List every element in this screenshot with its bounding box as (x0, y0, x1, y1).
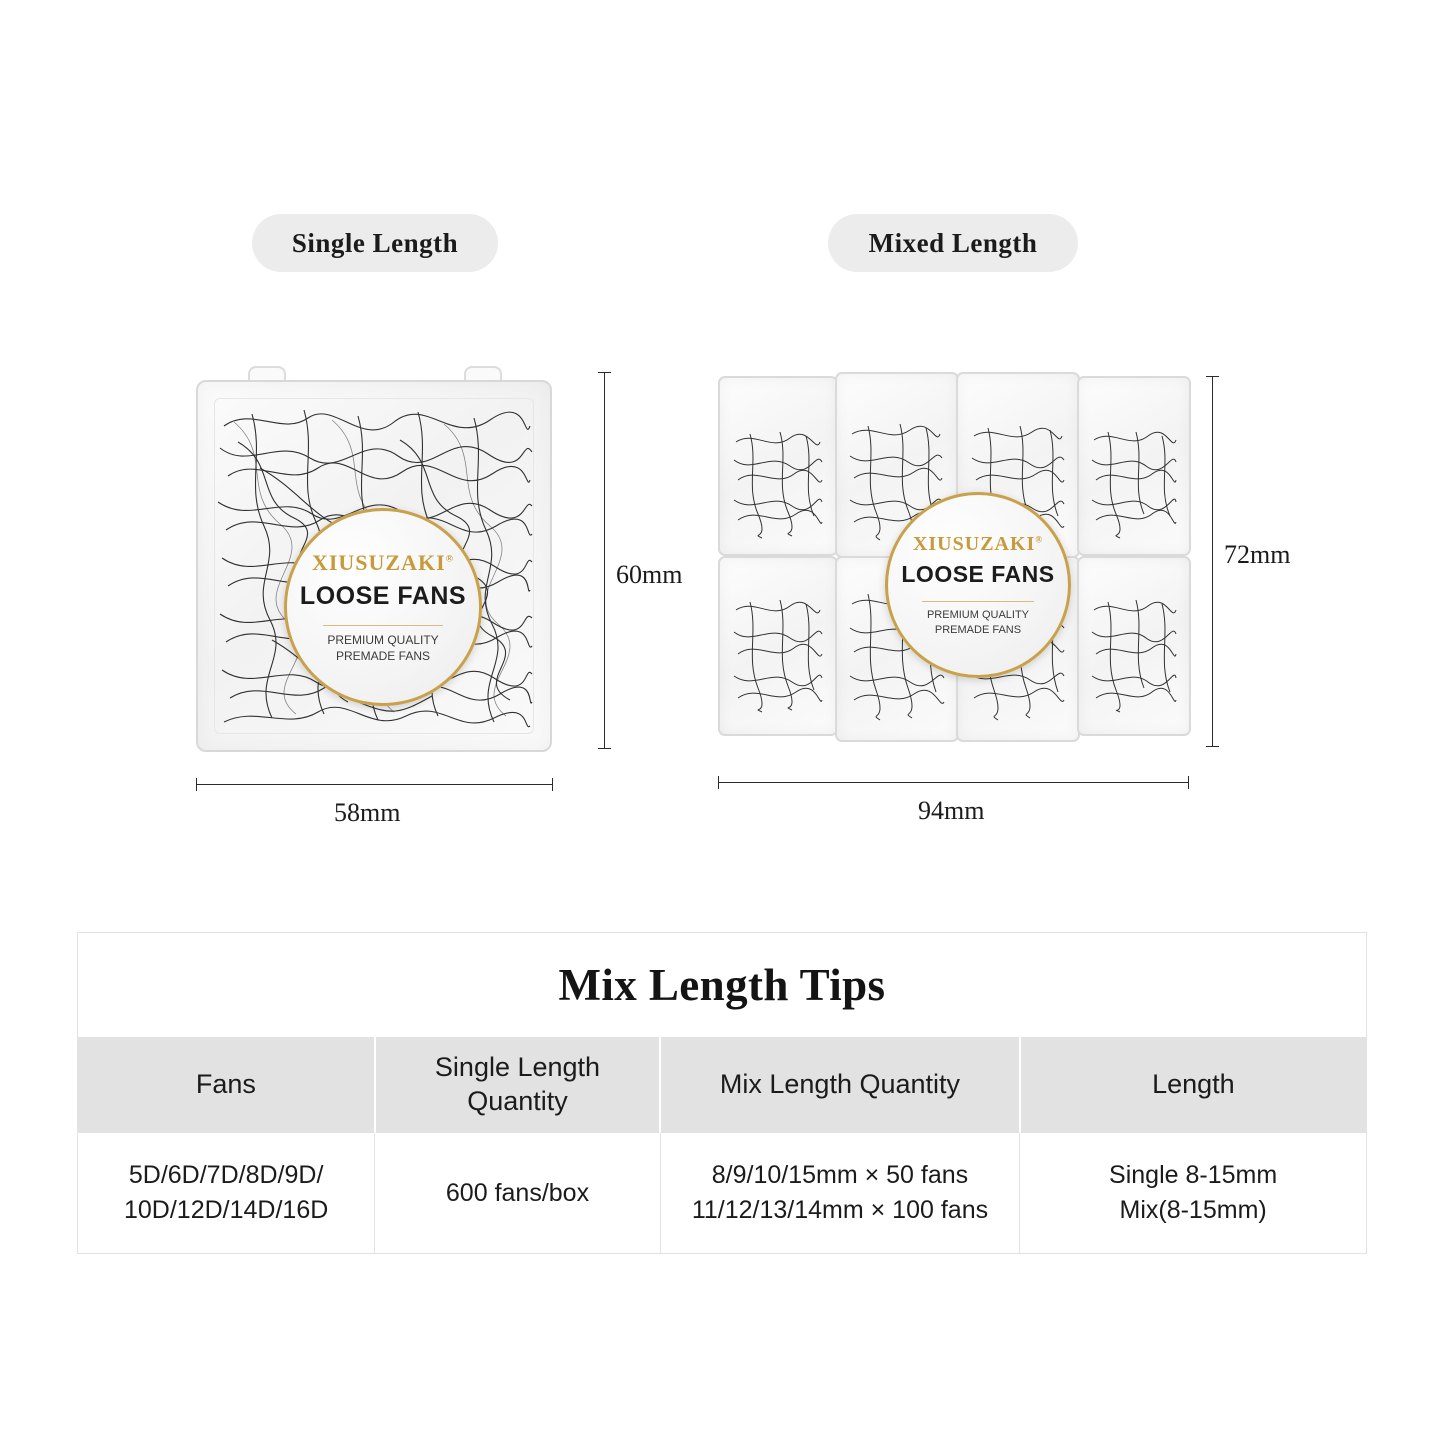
sticker-brand-mark: ® (445, 553, 455, 565)
dim-single-height-label: 60mm (616, 560, 683, 589)
table-row (78, 1133, 1366, 1253)
cell-single-quantity: 600 fans/box (375, 1133, 660, 1253)
cell-mix-quantity (660, 1133, 1020, 1253)
sticker-brand-name (312, 550, 454, 576)
dim-single-width-line (196, 784, 552, 785)
sticker-brand-name (913, 533, 1043, 556)
cell-length (1020, 1133, 1366, 1253)
lash-cluster-top-1 (732, 428, 824, 540)
label-single-length-text: Single Length (291, 227, 459, 258)
column-header-length: Length (1020, 1037, 1366, 1133)
label-single-length (252, 214, 498, 272)
dim-mixed-width-label: 94mm (918, 796, 985, 825)
sticker-subtext (927, 608, 1029, 638)
column-header-mix-quantity: Mix Length Quantity (660, 1037, 1020, 1133)
cell-mix-quantity-line2: 11/12/13/14mm × 100 fans (691, 1196, 989, 1224)
cell-length-line1: Single 8-15mm (1109, 1161, 1278, 1189)
tips-table-grid (78, 1037, 1366, 1253)
table-header-row (78, 1037, 1366, 1133)
lash-cluster-bottom-4 (1090, 598, 1178, 714)
cell-fans-line1: 5D/6D/7D/8D/9D/ (128, 1161, 324, 1189)
lash-cluster-top-4 (1090, 428, 1178, 540)
mix-length-tips-table (77, 932, 1367, 1254)
dim-mixed-height-cap-top (1206, 376, 1219, 377)
dim-mixed-width-cap-right (1188, 776, 1189, 789)
sticker-subtext-line1: PREMIUM QUALITY (327, 632, 439, 647)
label-mixed-length-text: Mixed Length (868, 227, 1038, 258)
sticker-subtext (327, 632, 438, 664)
dim-single-width-cap-right (552, 778, 553, 791)
column-header-single-quantity-line1: Single Length (434, 1052, 601, 1083)
sticker-product-name: LOOSE FANS (299, 581, 467, 610)
sticker-brand-mark: ® (1035, 534, 1044, 544)
dim-mixed-height-line (1212, 376, 1213, 746)
column-header-single-quantity-line2: Quantity (467, 1086, 568, 1116)
dim-single-width-cap-left (196, 778, 197, 791)
sticker-subtext-line2: PREMADE FANS (934, 623, 1022, 636)
dim-mixed-width-cap-left (718, 776, 719, 789)
dim-single-height-cap-bottom (598, 748, 611, 749)
cell-fans-line2: 10D/12D/14D/16D (124, 1196, 329, 1224)
dim-mixed-height-label: 72mm (1224, 540, 1291, 569)
lash-cluster-bottom-1 (732, 598, 824, 714)
sticker-divider (323, 625, 443, 626)
sticker-brand-text: XIUSUZAKI (912, 532, 1036, 555)
brand-sticker-single (284, 508, 482, 706)
column-header-single-quantity (375, 1037, 660, 1133)
column-header-fans: Fans (78, 1037, 375, 1133)
cell-mix-quantity-line1: 8/9/10/15mm × 50 fans (711, 1161, 969, 1189)
dim-single-height-cap-top (598, 372, 611, 373)
single-length-product-image (196, 360, 552, 752)
tips-table-title: Mix Length Tips (558, 960, 886, 1010)
dim-mixed-width-line (718, 782, 1188, 783)
dim-single-height-line (604, 372, 605, 748)
dim-mixed-height-cap-bottom (1206, 746, 1219, 747)
sticker-subtext-line1: PREMIUM QUALITY (926, 608, 1030, 621)
mixed-length-product-image (718, 368, 1188, 746)
brand-sticker-mixed (885, 492, 1071, 678)
sticker-subtext-line2: PREMADE FANS (335, 649, 430, 663)
cell-length-line2: Mix(8-15mm) (1119, 1196, 1267, 1224)
single-case-outer (196, 380, 552, 752)
dim-single-width-label: 58mm (334, 798, 401, 827)
sticker-product-name: LOOSE FANS (901, 560, 1055, 587)
cell-fans (78, 1133, 375, 1253)
sticker-brand-text: XIUSUZAKI (311, 549, 446, 575)
label-mixed-length (828, 214, 1078, 272)
sticker-divider (922, 601, 1034, 602)
